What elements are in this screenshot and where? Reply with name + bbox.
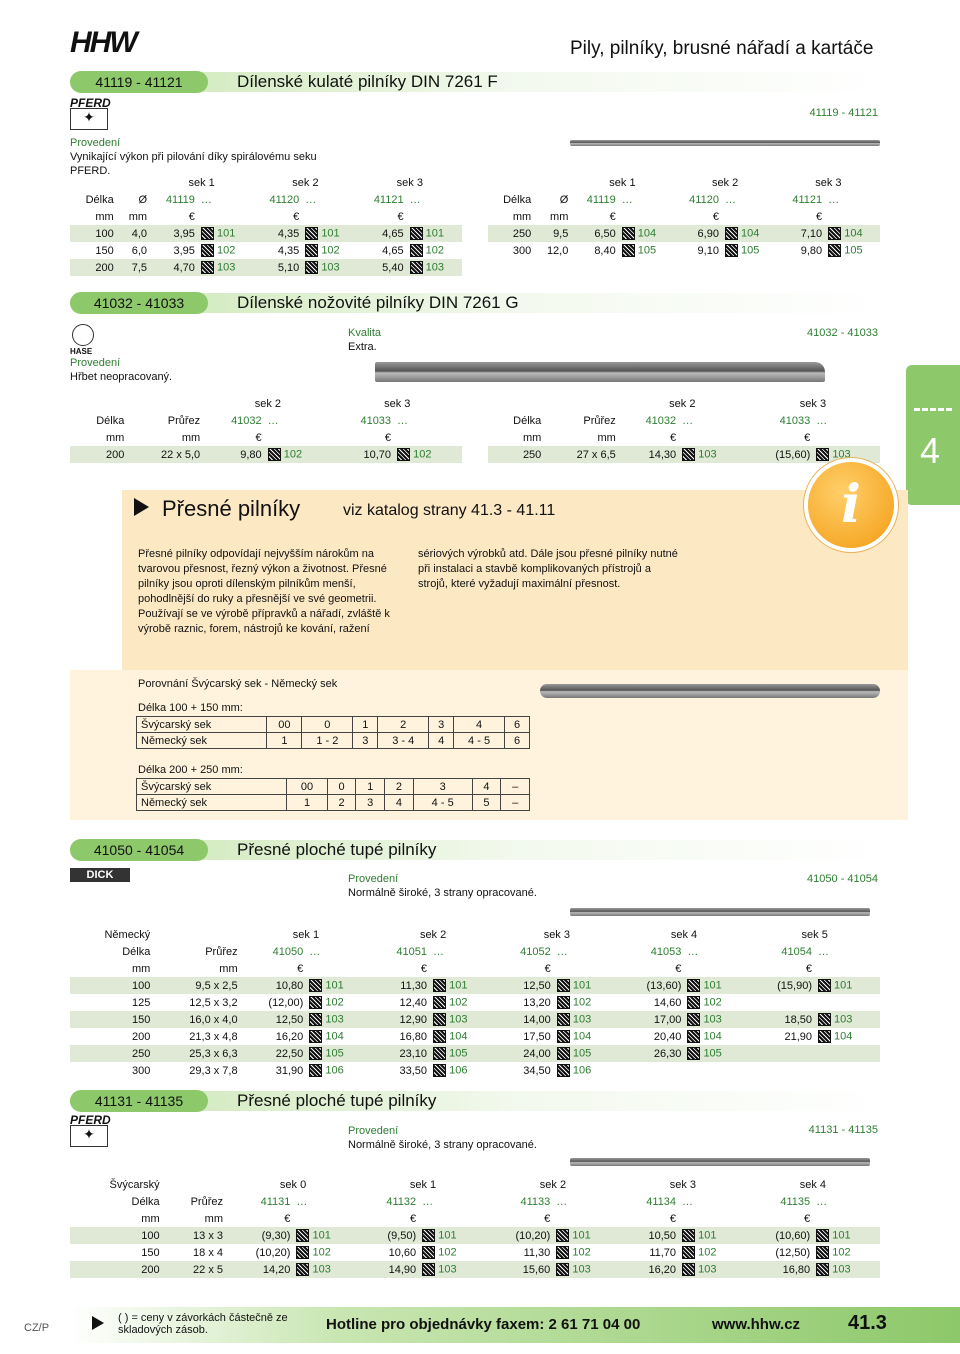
info-title: Přesné pilníky (162, 496, 301, 521)
s4-pill: 41131 - 41135 (70, 1090, 208, 1112)
table-row: 100 9,5 x 2,5 10,80 101 11,30 101 12,50 101 (13,60) 101 (15,90) 101 (70, 977, 880, 994)
page-number: 41.3 (848, 1312, 887, 1334)
cmp-d2: Délka 200 + 250 mm: (138, 764, 243, 776)
s4-table: Švýcarský sek 0 sek 1 sek 2 sek 3 sek 4 Délka Průřez 41131 … 41132 … 41133 … 41134 … 41135 … mm mm € € € € € 100 13 x 3 (9,30) 101 (9,50) 101 (10,20) 101 10,50 101 (10,60) 101 150 18 x 4 (10,20) 102 10,60 102 11,30 102 11,70 102 (12,50) 102 200 22 x 5 14,20 103 14,90 103 15,60 103 16,20 103 16,80 103 (70, 1176, 880, 1278)
info-icon: i (808, 462, 894, 548)
hhw-logo: HHW (70, 26, 136, 59)
table-row: 125 12,5 x 3,2 (12,00) 102 12,40 102 13,20 102 14,60 102 (131, 996, 722, 1009)
cmp-d1: Délka 100 + 150 mm: (138, 702, 243, 714)
s3-file-image (570, 908, 870, 916)
s1-pill: 41119 - 41121 (70, 71, 208, 93)
page-title: Pily, pilníky, brusné nářadí a kartáče (570, 38, 874, 59)
table-row: 100 13 x 3 (9,30) 101 (9,50) 101 (10,20) 101 10,50 101 (10,60) 101 (70, 1227, 880, 1244)
s1-desc: Vynikající výkon při pilování díky spirálovému seku PFERD. (70, 151, 317, 177)
pferd-logo-icon: ✦ (70, 108, 108, 130)
s2-desc: Hřbet neopracovaný. (70, 371, 173, 383)
footer-web[interactable]: www.hhw.cz (712, 1316, 801, 1333)
s2-file-image (375, 362, 825, 382)
pferd-logo: PFERD (70, 96, 111, 110)
s4-file-image (570, 1158, 870, 1166)
info-file-image (540, 684, 880, 698)
info-paragraph-1: Přesné pilníky odpovídají nejvyšším nárokům na tvarovou přesnost, řezný výkon a životnost. Přesné pilníky jsou oproti dílenským pilníkům menší, pohodlnější do ruky a přesnější ve své geometrii. Používají se ve výrobě přípravků a nářadí, zvláště k výrobě raznic, forem, nástrojů ke kování, ražení (138, 548, 390, 635)
s2-table-right: sek 2 sek 3 Délka Průřez 41032 … 41033 … mm mm € € 250 27 x 6,5 14,30 103 (15,60) 103 (488, 395, 880, 463)
chapter-tab-number: 4 (920, 430, 941, 471)
s3-table: Německý sek 1 sek 2 sek 3 sek 4 sek 5 Délka Průřez 41050 … 41051 … 41052 … 41053 … 41054 … mm mm € € € € € 100 9,5 x 2,5 10,80 101 11,30 101 12,50 101 (13,60) 101 (15,90) 101 125 12,5 x 3,2 (12,00) 102 12,40 102 13,20 102 14,60 102 150 16,0 x 4,0 12,50 103 12,90 103 14,00 103 17,00 103 18,50 103 200 21,3 x 4,8 16,20 104 16,80 104 17,50 104 20,40 104 21,90 104 250 25,3 x 6,3 22,50 105 23,10 105 24,00 105 26,30 105 300 29,3 x 7,8 31,90 106 33,50 106 34,50 106 (70, 926, 880, 1079)
s1-table-right: sek 1 sek 2 sek 3 Délka Ø 41119 … 41120 … 41121 … mm mm € € € 250 9,5 6,50 104 6,90 104 7,10 104 300 12,0 8,40 105 9,10 105 9,80 105 (488, 174, 880, 259)
s2-prov: Provedení (70, 357, 121, 369)
s2-code-right: 41032 - 41033 (807, 327, 878, 339)
pferd-logo-2-icon: ✦ (70, 1125, 108, 1147)
hase-logo-icon (72, 324, 94, 346)
hase-logo: HASE (70, 347, 93, 356)
cmp-table-2: Švýcarský sek 00 0 1 2 3 4 – Německý sek 1 2 3 4 4 - 5 5 – (136, 778, 530, 811)
info-paragraph-2: sériových výrobků atd. Dále jsou přesné pilníky nutné při instalaci a stavbě komplikovaných přístrojů a strojů, které vyžadují maximální přesnost. (418, 548, 678, 590)
s4-desc: Normálně široké, 3 strany opracované. (348, 1139, 537, 1151)
info-subtitle: viz katalog strany 41.3 - 41.11 (343, 502, 556, 519)
s1-file-image (570, 140, 880, 146)
s1-code-right: 41119 - 41121 (809, 107, 878, 119)
s3-pill: 41050 - 41054 (70, 839, 208, 861)
cmp-table-1: Švýcarský sek 00 0 1 2 3 4 6 Německý sek 1 1 - 2 3 3 - 4 4 4 - 5 6 (136, 716, 530, 749)
table-row: 250 25,3 x 6,3 22,50 105 23,10 105 24,00 105 26,30 105 (70, 1045, 880, 1062)
s2-pill: 41032 - 41033 (70, 292, 208, 314)
table-row: 150 18 x 4 (10,20) 102 10,60 102 11,30 102 11,70 102 (12,50) 102 (141, 1246, 851, 1259)
footer-note: ( ) = ceny v závorkách částečně ze skladových zásob. (118, 1312, 288, 1336)
s4-prov: Provedení (348, 1125, 399, 1137)
pferd-logo-2: PFERD (70, 1113, 111, 1127)
table-row: 300 29,3 x 7,8 31,90 106 33,50 106 34,50 106 (131, 1064, 592, 1077)
s2-table-left: sek 2 sek 3 Délka Průřez 41032 … 41033 … mm mm € € 200 22 x 5,0 9,80 102 10,70 102 (70, 395, 462, 463)
s2-kval: Kvalita (348, 327, 382, 339)
chapter-tab-icon (914, 385, 952, 411)
s3-code-right: 41050 - 41054 (807, 873, 878, 885)
s3-title: Přesné ploché tupé pilníky (237, 840, 437, 859)
table-row: 200 22 x 5 14,20 103 14,90 103 15,60 103 16,20 103 16,80 103 (70, 1261, 880, 1278)
s3-desc: Normálně široké, 3 strany opracované. (348, 887, 537, 899)
footer-lang: CZ/P (24, 1322, 50, 1334)
table-row: 150 16,0 x 4,0 12,50 103 12,90 103 14,00 103 17,00 103 18,50 103 (70, 1011, 880, 1028)
table-row: 200 21,3 x 4,8 16,20 104 16,80 104 17,50 104 20,40 104 21,90 104 (131, 1030, 853, 1043)
s3-prov: Provedení (348, 873, 399, 885)
s4-title: Přesné ploché tupé pilníky (237, 1091, 437, 1110)
s4-code-right: 41131 - 41135 (808, 1124, 878, 1136)
s2-title: Dílenské nožovité pilníky DIN 7261 G (237, 293, 519, 312)
footer-hotline: Hotline pro objednávky faxem: 2 61 71 04 00 (326, 1316, 641, 1333)
s1-prov: Provedení (70, 137, 121, 149)
footer-play-icon (92, 1316, 104, 1330)
s1-title: Dílenské kulaté pilníky DIN 7261 F (237, 72, 498, 91)
cmp-title: Porovnání Švýcarský sek - Německý sek (138, 678, 338, 690)
dick-logo: DICK (70, 868, 130, 882)
play-icon (134, 498, 149, 516)
s1-table-left: sek 1 sek 2 sek 3 Délka Ø 41119 … 41120 … 41121 … mm mm € € € 100 4,0 3,95 101 4,35 101 4,65 101 150 6,0 3,95 102 4,35 102 4,65 102 200 7,5 4,70 103 5,10 103 5,40 103 (70, 174, 462, 276)
s2-extra: Extra. (348, 341, 377, 353)
